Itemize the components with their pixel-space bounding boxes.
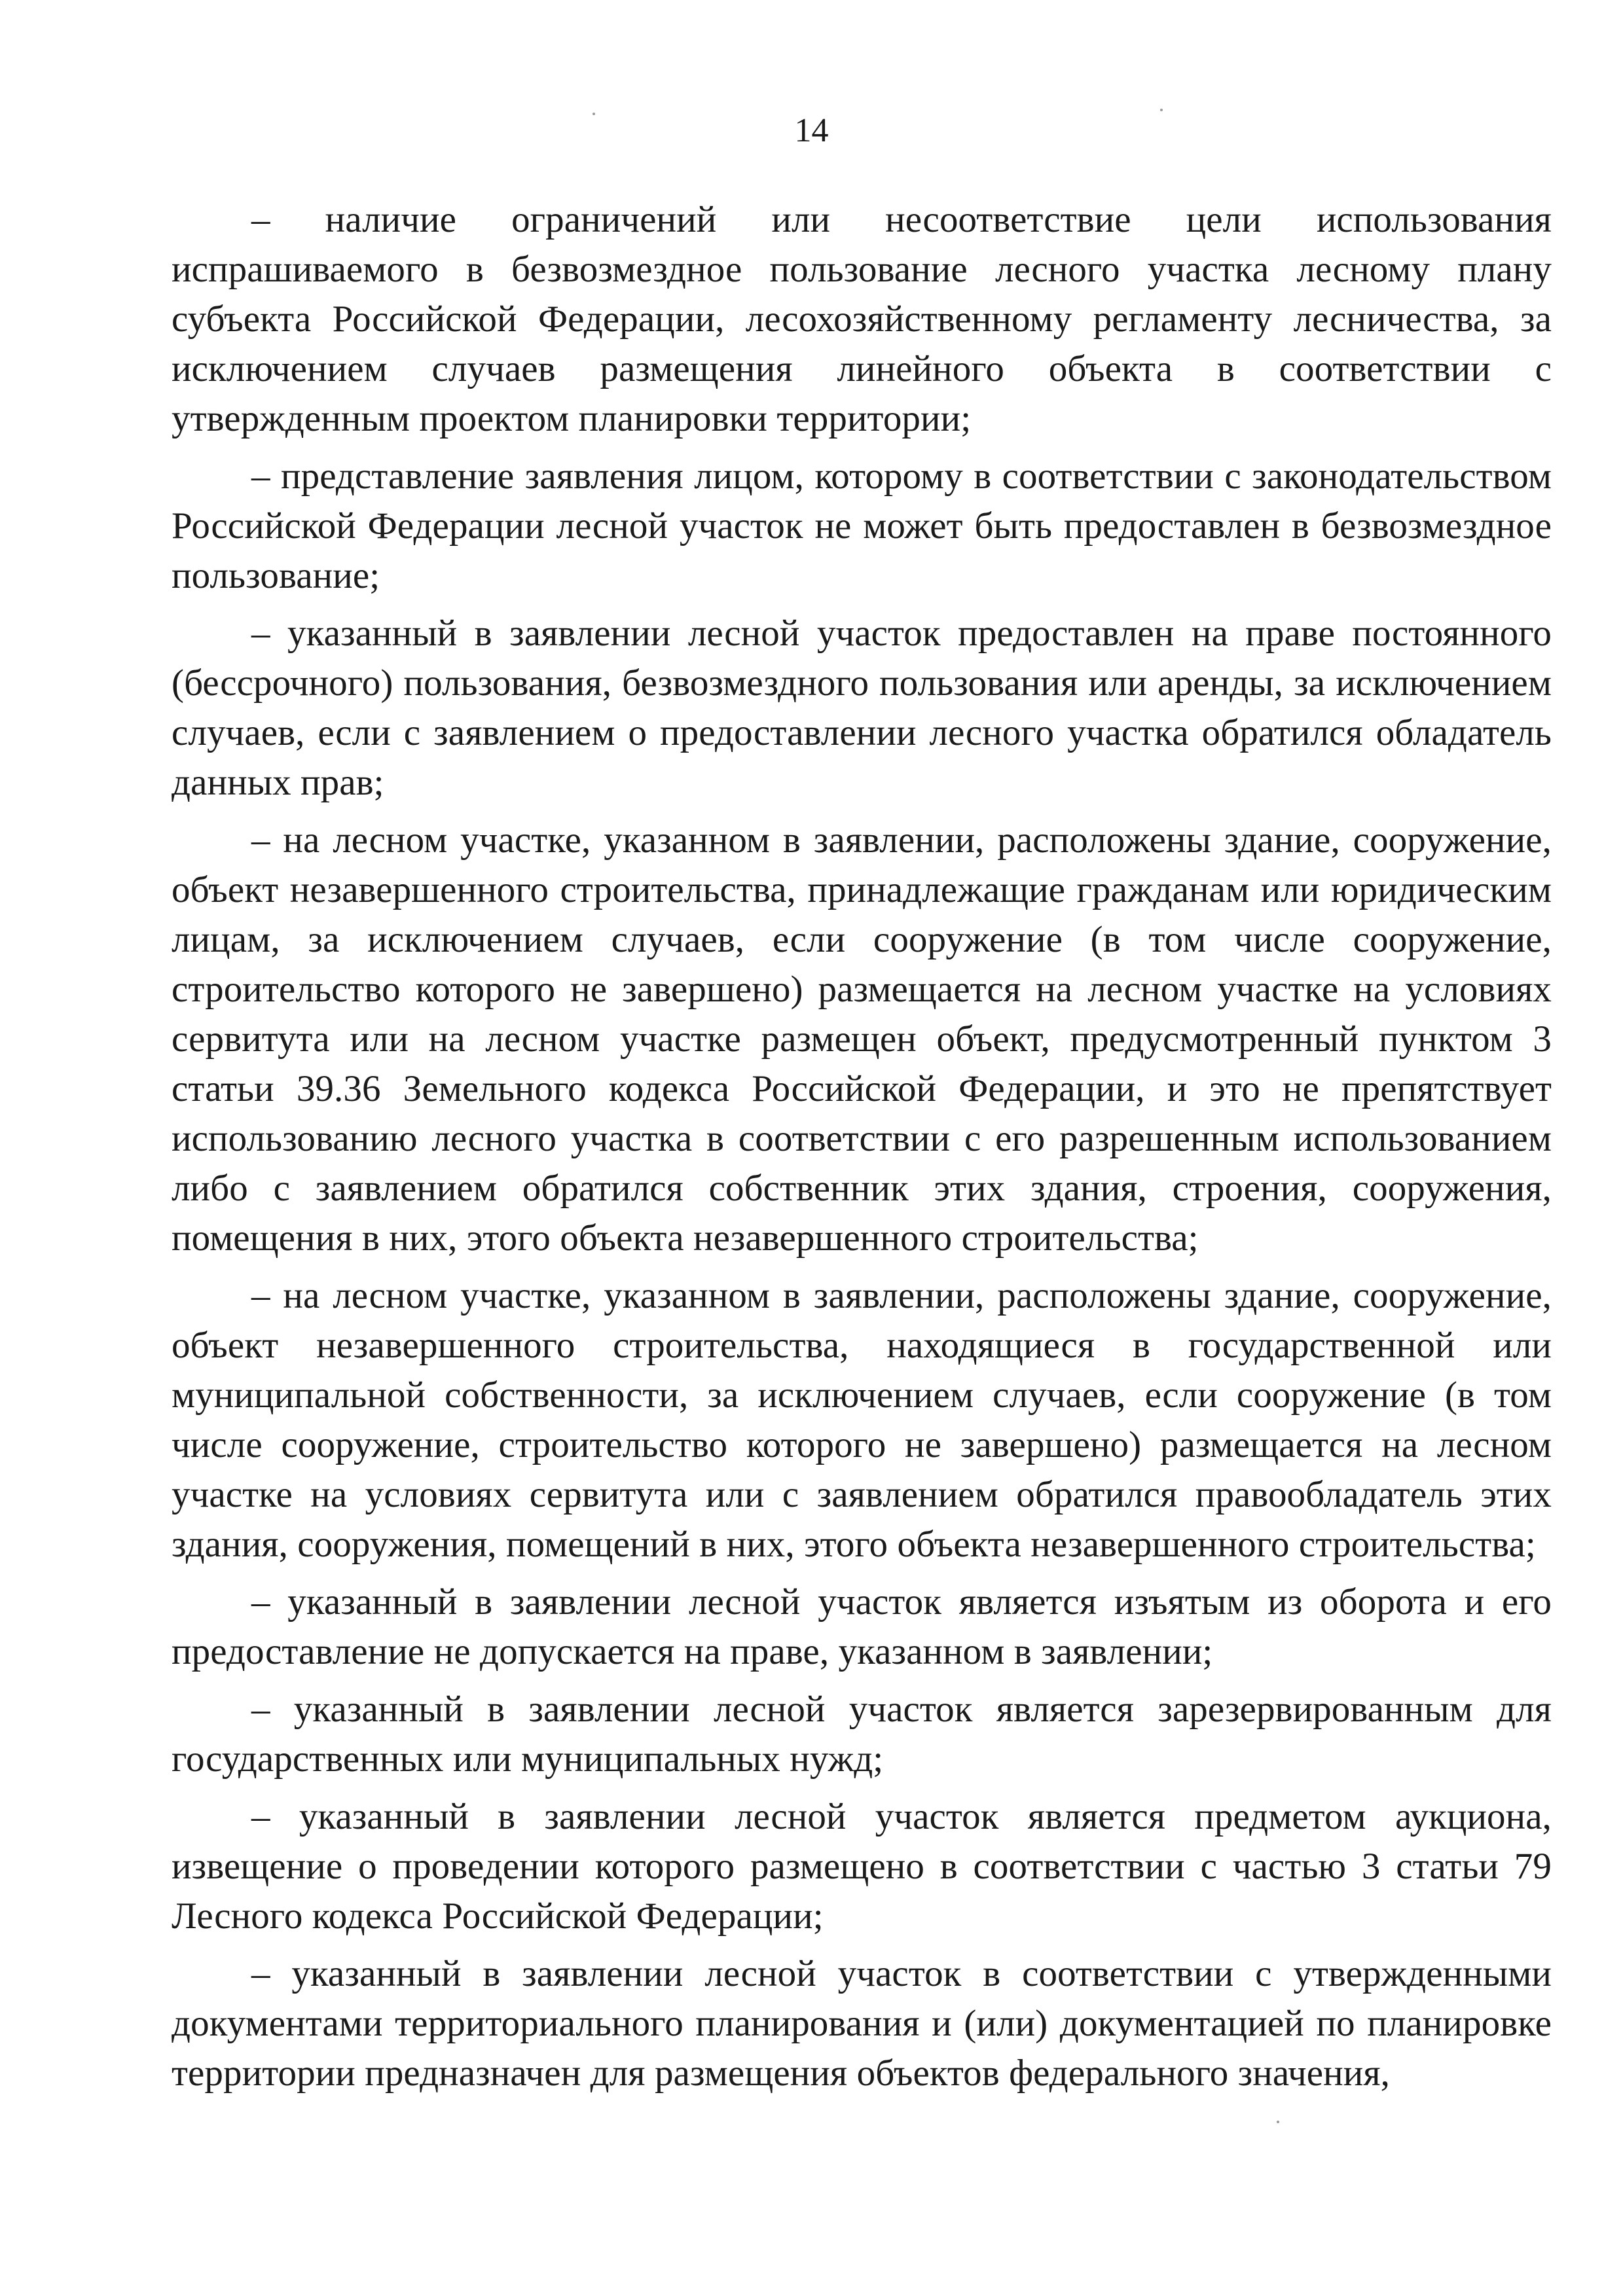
paragraph: – представление заявления лицом, которому в соответствии с законодательством Российской Федерации лесной участок не может быть предоставлен в безвозмездное пользование; [172,456,1552,596]
scan-speck [1277,2121,1279,2123]
paragraph: – указанный в заявлении лесной участок предоставлен на праве постоянного (бессрочного) пользования, безвозмездного пользования или аренды, за исключением случаев, если с заявлением о предоставлении лесного участка обратился обладатель данных прав; [172,613,1552,803]
paragraph: – указанный в заявлении лесной участок является изъятым из оборота и его предоставление не допускается на праве, указанном в заявлении; [172,1581,1552,1672]
page-number: 14 [794,112,829,149]
paragraph: – на лесном участке, указанном в заявлении, расположены здание, сооружение, объект незавершенного строительства, принадлежащие гражданам или юридическим лицам, за исключением случаев, если сооружение (в том числе сооружение, строительство которого не завершено) размещается на лесном участке на условиях сервитута или на лесном участке размещен объект, предусмотренный пунктом 3 статьи 39.36 Земельного кодекса Российской Федерации, и это не препятствует использованию лесного участка в соответствии с его разрешенным использованием либо с заявлением обратился собственник этих здания, строения, сооружения, помещения в них, этого объекта незавершенного строительства; [172,819,1552,1259]
document-body [172,195,1552,2106]
paragraph: – на лесном участке, указанном в заявлении, расположены здание, сооружение, объект незавершенного строительства, находящиеся в государственной или муниципальной собственности, за исключением случаев, если сооружение (в том числе сооружение, строительство которого не завершено) размещается на лесном участке на условиях сервитута или с заявлением обратился правообладатель этих здания, сооружения, помещений в них, этого объекта незавершенного строительства; [172,1275,1552,1565]
paragraph: – наличие ограничений или несоответствие цели использования испрашиваемого в безвозмездное пользование лесного участка лесному плану субъекта Российской Федерации, лесохозяйственному регламенту лесничества, за исключением случаев размещения линейного объекта в соответствии с утвержденным проектом планировки территории; [172,199,1552,439]
paragraph: – указанный в заявлении лесной участок является зарезервированным для государственных или муниципальных нужд; [172,1689,1552,1780]
paragraph: – указанный в заявлении лесной участок в соответствии с утвержденными документами территориального планирования и (или) документацией по планировке территории предназначен для размещения объектов федерального значения, [172,1953,1552,2094]
paragraph: – указанный в заявлении лесной участок является предметом аукциона, извещение о проведении которого размещено в соответствии с частью 3 статьи 79 Лесного кодекса Российской Федерации; [172,1796,1552,1937]
